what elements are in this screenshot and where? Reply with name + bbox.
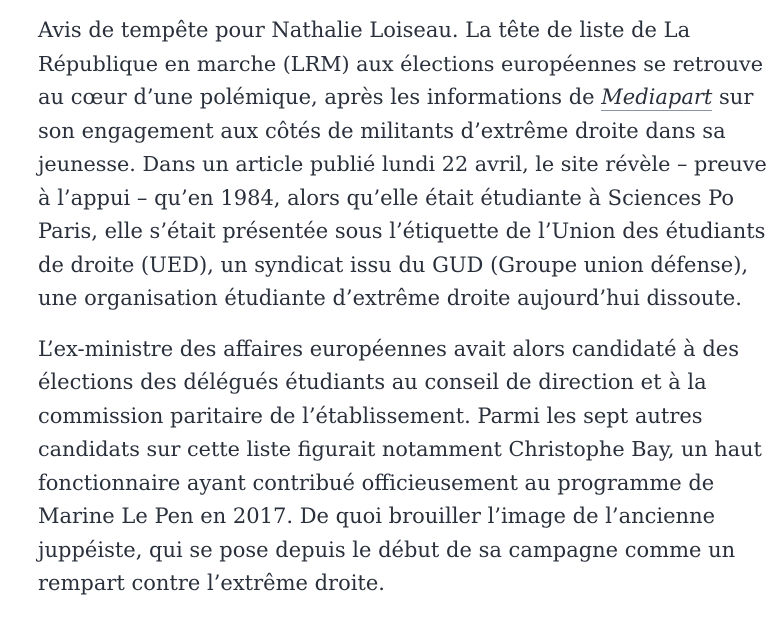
paragraph-line: élections des délégués étudiants au conseil de direction et à la [38,370,707,394]
paragraph-line: son engagement aux côtés de militants d’extrême droite dans sa [38,118,726,143]
mediapart-link[interactable]: Mediapart [601,85,713,109]
paragraph-line: Marine Le Pen en 2017. De quoi brouiller l’image de l’ancienne [38,504,716,528]
paragraph-line: candidats sur cette liste figurait notamment Christophe Bay, un haut [38,437,762,461]
paragraph-1 [38,14,767,316]
paragraph-2 [38,333,762,601]
paragraph-line [38,81,758,115]
paragraph-line: juppéiste, qui se pose depuis le début de sa campagne comme un [38,537,736,562]
paragraph-line: fonctionnaire ayant contribué officieusement au programme de [38,470,715,495]
line-text: au cœur d’une polémique, après les informations de [38,85,602,109]
paragraph-line: commission paritaire de l’établissement. Parmi les sept autres [38,403,703,428]
line-text: sur [712,85,754,109]
paragraph-line: Paris, elle s’était présentée sous l’étiquette de l’Union des étudiants [38,219,766,243]
paragraph-line: Avis de tempête pour Nathalie Loiseau. La tête de liste de La [38,18,691,42]
paragraph-line: jeunesse. Dans un article publié lundi 22 avril, le site révèle – preuve [38,152,767,176]
paragraph-line: à l’appui – qu’en 1984, alors qu’elle était étudiante à Sciences Po [38,185,735,210]
paragraph-line: République en marche (LRM) aux élections européennes se retrouve [38,51,764,76]
paragraph-line: L’ex-ministre des affaires européennes avait alors candidaté à des [38,336,740,361]
paragraph-line: de droite (UED), un syndicat issu du GUD (Groupe union défense), [38,252,749,277]
paragraph-line: rempart contre l’extrême droite. [38,571,385,595]
paragraph-line: une organisation étudiante d’extrême droite aujourd’hui dissoute. [38,286,742,310]
